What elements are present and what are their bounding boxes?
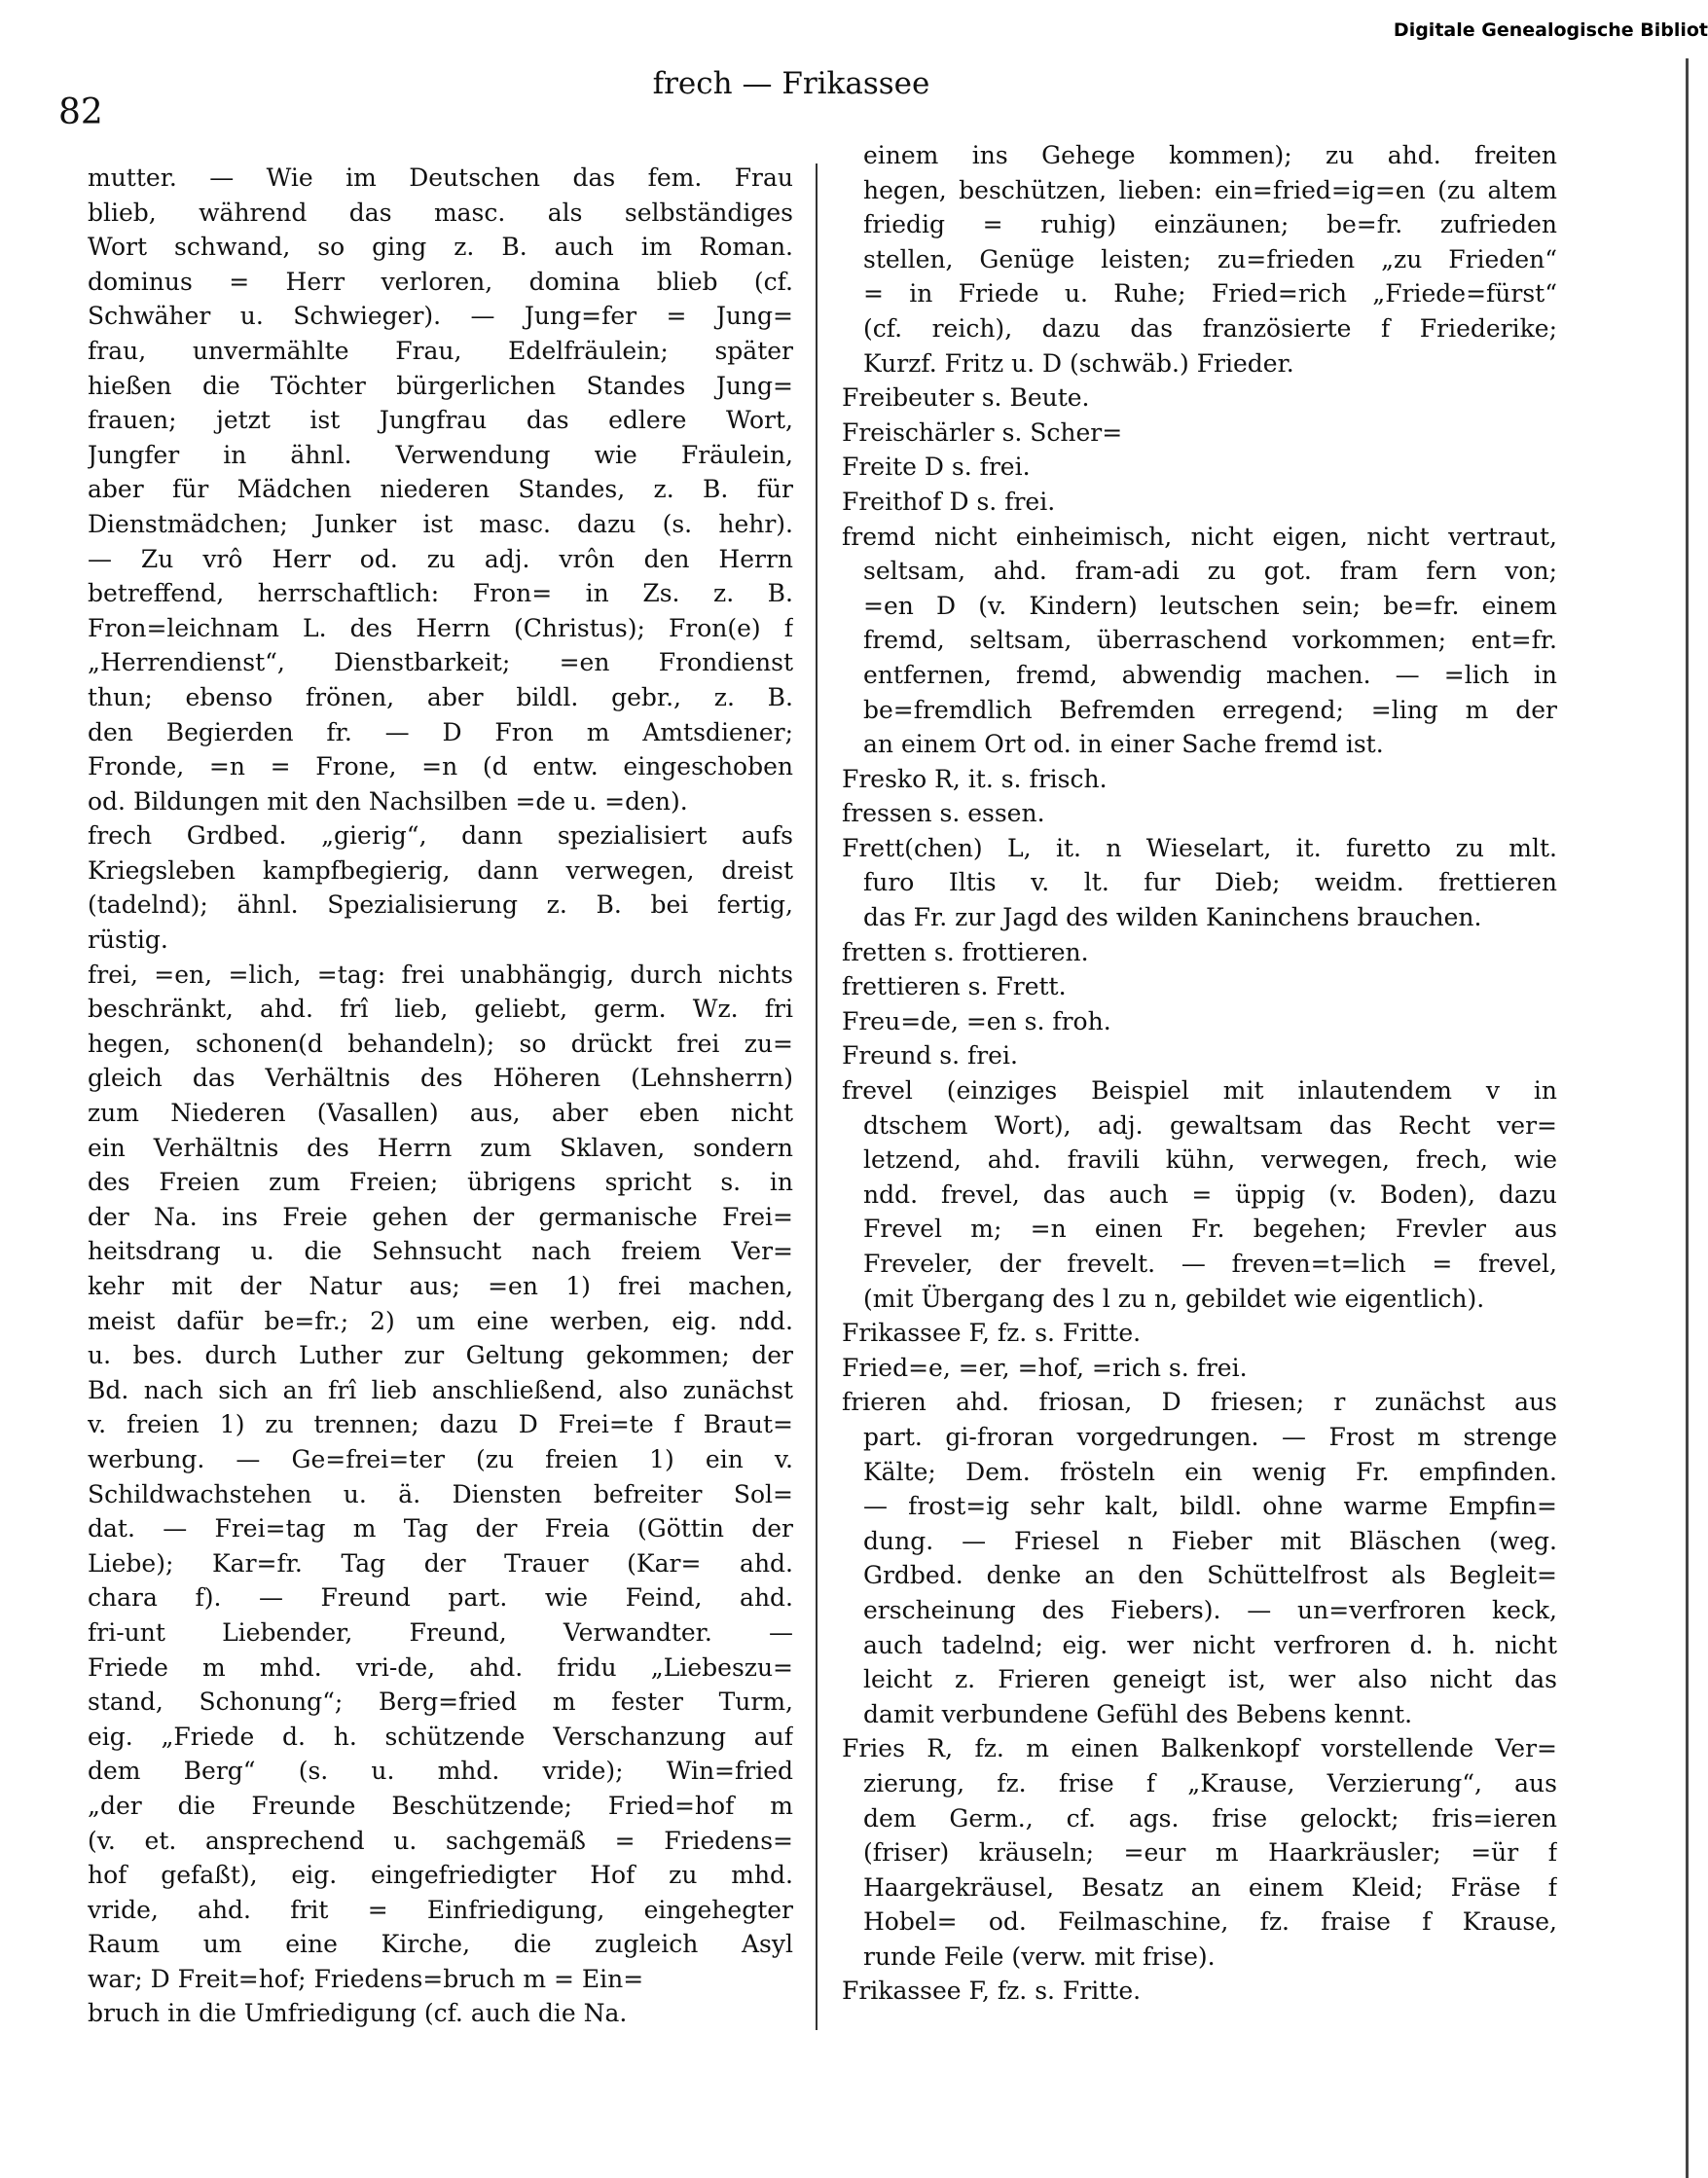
left-column-line: hegen, schonen(d behandeln); so drückt frei zu= — [88, 1029, 793, 1058]
left-column-line: fri-unt Liebender, Freund, Verwandter. — — [88, 1617, 793, 1647]
right-column-line: Haargekräusel, Besatz an einem Kleid; Fräse f — [863, 1872, 1557, 1902]
right-column-line: fressen s. essen. — [842, 799, 1045, 828]
right-column-line: Hobel= od. Feilmaschine, fz. fraise f Krause, — [863, 1907, 1557, 1937]
left-column-line: eig. „Friede d. h. schützende Verschanzung auf — [88, 1722, 793, 1751]
right-column-line: Freite D s. frei. — [842, 453, 1031, 482]
left-column-line: od. Bildungen mit den Nachsilben =de u. =den). — [88, 786, 688, 816]
left-column-line: stand, Schonung“; Berg=fried m fester Turm, — [88, 1688, 793, 1717]
right-column-line: =en D (v. Kindern) leutschen sein; be=fr. einem — [863, 591, 1557, 620]
right-column-line: Kurzf. Fritz u. D (schwäb.) Frieder. — [863, 348, 1294, 378]
left-column-line: u. bes. durch Luther zur Geltung gekommen; der — [88, 1341, 793, 1370]
right-column-line: dung. — Friesel n Fieber mit Bläschen (weg. — [863, 1526, 1557, 1555]
left-column-line: gleich das Verhältnis des Höheren (Lehnsherrn) — [88, 1064, 793, 1093]
right-column-line: Frevel m; =n einen Fr. begehen; Frevler aus — [863, 1215, 1557, 1244]
right-column-line: be=fremdlich Befremden erregend; =ling m der — [863, 695, 1557, 724]
library-watermark: Digitale Genealogische Bibliot — [1393, 19, 1708, 41]
right-column — [842, 138, 1557, 2009]
right-column-line: letzend, ahd. fravili kühn, verwegen, frech, wie — [863, 1145, 1557, 1175]
right-column-line: Freveler, der frevelt. — freven=t=lich = frevel, — [863, 1250, 1557, 1278]
right-column-line: zierung, fz. frise f „Krause, Verzierung“, aus — [863, 1768, 1557, 1797]
left-column-line: betreffend, herrschaftlich: Fron= in Zs. z. B. — [88, 579, 793, 608]
right-column-line: furo Iltis v. lt. fur Dieb; weidm. frettieren — [863, 868, 1557, 897]
left-column-line: aber für Mädchen niederen Standes, z. B. für — [88, 475, 793, 504]
right-column-line: hegen, beschützen, lieben: ein=fried=ig=en (zu altem — [863, 175, 1557, 204]
left-column-line: werbung. — Ge=frei=ter (zu freien 1) ein v. — [88, 1444, 793, 1473]
left-column-line: hießen die Töchter bürgerlichen Standes Jung= — [88, 371, 793, 400]
right-column-line: Freischärler s. Scher= — [842, 417, 1123, 447]
left-column-line: Dienstmädchen; Junker ist masc. dazu (s. hehr). — [88, 509, 793, 538]
right-column-line: (mit Übergang des l zu n, gebildet wie eigentlich). — [863, 1284, 1485, 1313]
right-column-line: auch tadelnd; eig. wer nicht verfroren d. h. nicht — [863, 1630, 1557, 1659]
right-column-line: fremd nicht einheimisch, nicht eigen, nicht vertraut, — [842, 522, 1557, 551]
right-column-line: part. gi-froran vorgedrungen. — Frost m strenge — [863, 1422, 1557, 1451]
left-column-line: Kriegsleben kampfbegierig, dann verwegen, dreist — [88, 855, 793, 885]
right-column-line: seltsam, ahd. fram-adi zu got. fram fern von; — [863, 557, 1557, 586]
left-column-line: blieb, während das masc. als selbständiges — [88, 198, 793, 227]
right-column-line: (friser) kräuseln; =eur m Haarkräusler; =ür f — [863, 1838, 1557, 1868]
right-column-line: ndd. frevel, das auch = üppig (v. Boden), dazu — [863, 1180, 1557, 1209]
right-column-line: Freund s. frei. — [842, 1041, 1018, 1071]
right-column-line: stellen, Genüge leisten; zu=frieden „zu Frieden“ — [863, 244, 1557, 273]
right-column-line: Frett(chen) L, it. n Wieselart, it. furetto zu mlt. — [842, 833, 1557, 862]
left-column-line: frei, =en, =lich, =tag: frei unabhängig, durch nichts — [88, 960, 793, 989]
right-column-line: frieren ahd. friosan, D friesen; r zunächst aus — [842, 1388, 1557, 1417]
left-column-line: thun; ebenso frönen, aber bildl. gebr., z. B. — [88, 682, 793, 711]
scan-edge-line — [1686, 58, 1689, 2178]
right-column-line: einem ins Gehege kommen); zu ahd. freiten — [863, 141, 1557, 169]
right-column-line: fremd, seltsam, überraschend vorkommen; ent=fr. — [863, 626, 1557, 655]
right-column-line: Fried=e, =er, =hof, =rich s. frei. — [842, 1353, 1248, 1382]
left-column-line: mutter. — Wie im Deutschen das fem. Frau — [88, 163, 793, 192]
left-column-line: — Zu vrô Herr od. zu adj. vrôn den Herrn — [88, 544, 793, 573]
right-column-line: (cf. reich), dazu das französierte f Friederike; — [863, 313, 1557, 343]
left-column-line: Schwäher u. Schwieger). — Jung=fer = Jung= — [88, 302, 793, 331]
right-column-line: Frikassee F, fz. s. Fritte. — [842, 1977, 1142, 2006]
left-column-line: frauen; jetzt ist Jungfrau das edlere Wort, — [88, 406, 793, 435]
right-column-line: leicht z. Frieren geneigt ist, wer also nicht das — [863, 1665, 1557, 1694]
left-column — [88, 161, 793, 2031]
left-column-line: Schildwachstehen u. ä. Diensten befreiter Sol= — [88, 1479, 793, 1508]
right-column-line: dem Germ., cf. ags. frise gelockt; fris=ieren — [863, 1803, 1557, 1833]
right-column-line: erscheinung des Fiebers). — un=verfroren keck, — [863, 1595, 1557, 1624]
running-head: frech — Frikassee — [652, 66, 930, 101]
left-column-line: dominus = Herr verloren, domina blieb (cf. — [88, 267, 793, 296]
right-column-line: Freibeuter s. Beute. — [842, 383, 1090, 413]
right-column-line: damit verbundene Gefühl des Bebens kennt. — [863, 1699, 1413, 1728]
right-column-line: frettieren s. Frett. — [842, 972, 1067, 1001]
left-column-line: v. freien 1) zu trennen; dazu D Frei=te f Braut= — [88, 1410, 793, 1439]
right-column-line: — frost=ig sehr kalt, bildl. ohne warme Empfin= — [863, 1492, 1557, 1521]
left-column-line: Fronde, =n = Frone, =n (d entw. eingeschoben — [88, 752, 793, 781]
left-column-line: meist dafür be=fr.; 2) um eine werben, eig. ndd. — [88, 1306, 793, 1335]
left-column-line: den Begierden fr. — D Fron m Amtsdiener; — [88, 717, 793, 746]
right-column-line: Freithof D s. frei. — [842, 487, 1056, 516]
right-column-line: Frikassee F, fz. s. Fritte. — [842, 1319, 1142, 1348]
page-number: 82 — [58, 92, 103, 132]
left-column-line: war; D Freit=hof; Friedens=bruch m = Ein= — [88, 1964, 644, 1993]
left-column-line: kehr mit der Natur aus; =en 1) frei machen, — [88, 1272, 793, 1300]
right-column-line: = in Friede u. Ruhe; Fried=rich „Friede=fürst“ — [863, 279, 1557, 309]
column-divider — [816, 163, 818, 2030]
left-column-line: frech Grdbed. „gierig“, dann spezialisiert aufs — [88, 821, 793, 851]
left-column-line: chara f). — Freund part. wie Feind, ahd. — [88, 1583, 793, 1613]
left-column-line: Friede m mhd. vri-de, ahd. fridu „Liebeszu= — [88, 1652, 793, 1682]
right-column-line: fretten s. frottieren. — [842, 937, 1089, 966]
left-column-line: der Na. ins Freie gehen der germanische Frei= — [88, 1202, 793, 1231]
left-column-line: Fron=leichnam L. des Herrn (Christus); Fron(e) f — [88, 613, 793, 642]
right-column-line: Fresko R, it. s. frisch. — [842, 764, 1108, 793]
right-column-line: Fries R, fz. m einen Balkenkopf vorstellende Ver= — [842, 1734, 1557, 1763]
left-column-line: Jungfer in ähnl. Verwendung wie Fräulein, — [88, 440, 793, 469]
right-column-line: frevel (einziges Beispiel mit inlautendem v in — [842, 1076, 1557, 1106]
right-column-line: runde Feile (verw. mit frise). — [863, 1942, 1216, 1971]
left-column-line: (v. et. ansprechend u. sachgemäß = Friedens= — [88, 1826, 793, 1855]
left-column-line: vride, ahd. frit = Einfriedigung, eingehegter — [88, 1895, 793, 1924]
left-column-line: Wort schwand, so ging z. B. auch im Roman. — [88, 233, 793, 262]
left-column-line: ein Verhältnis des Herrn zum Sklaven, sondern — [88, 1133, 793, 1162]
right-column-line: Grdbed. denke an den Schüttelfrost als Begleit= — [863, 1561, 1557, 1590]
right-column-line: Freu=de, =en s. froh. — [842, 1006, 1111, 1035]
left-column-line: „der die Freunde Beschützende; Fried=hof m — [88, 1791, 793, 1820]
right-column-line: entfernen, fremd, abwendig machen. — =lich in — [863, 660, 1557, 689]
right-column-line: friedig = ruhig) einzäunen; be=fr. zufrieden — [863, 210, 1557, 239]
left-column-line: frau, unvermählte Frau, Edelfräulein; später — [88, 336, 793, 365]
left-column-line: hof gefaßt), eig. eingefriedigter Hof zu mhd. — [88, 1861, 793, 1890]
left-column-line: dem Berg“ (s. u. mhd. vride); Win=fried — [88, 1757, 793, 1786]
right-column-line: das Fr. zur Jagd des wilden Kaninchens brauchen. — [863, 903, 1482, 932]
left-column-line: zum Niederen (Vasallen) aus, aber eben nicht — [88, 1099, 793, 1128]
left-column-line: beschränkt, ahd. frî lieb, geliebt, germ. Wz. fri — [88, 995, 793, 1024]
right-column-line: Kälte; Dem. frösteln ein wenig Fr. empfinden. — [863, 1457, 1557, 1486]
left-column-line: dat. — Frei=tag m Tag der Freia (Göttin der — [88, 1514, 793, 1543]
left-column-line: Raum um eine Kirche, die zugleich Asyl — [88, 1930, 793, 1959]
left-column-line: (tadelnd); ähnl. Spezialisierung z. B. bei fertig, — [88, 890, 793, 920]
left-column-line: Liebe); Kar=fr. Tag der Trauer (Kar= ahd. — [88, 1548, 793, 1578]
left-column-line: bruch in die Umfriedigung (cf. auch die Na. — [88, 1999, 628, 2028]
left-column-line: Bd. nach sich an frî lieb anschließend, also zunächst — [88, 1375, 793, 1404]
left-column-line: des Freien zum Freien; übrigens spricht s. in — [88, 1168, 793, 1197]
left-column-line: „Herrendienst“, Dienstbarkeit; =en Frondienst — [88, 648, 793, 677]
right-column-line: an einem Ort od. in einer Sache fremd ist. — [863, 730, 1384, 759]
left-column-line: rüstig. — [88, 926, 168, 955]
right-column-line: dtschem Wort), adj. gewaltsam das Recht ver= — [863, 1110, 1557, 1140]
left-column-line: heitsdrang u. die Sehnsucht nach freiem Ver= — [88, 1237, 793, 1266]
